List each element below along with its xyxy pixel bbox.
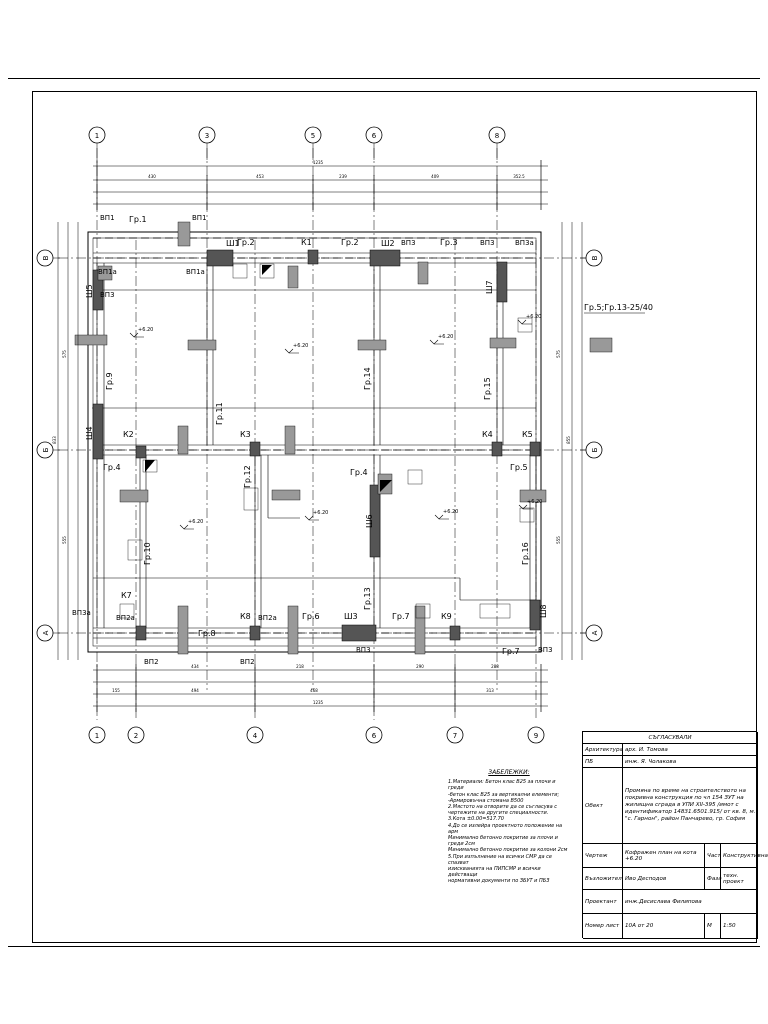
- axis-top-3: 3: [204, 132, 210, 140]
- dim-top-3: 409: [431, 174, 439, 179]
- note-line: Минимално бетонно покритие за колони 2см: [448, 847, 568, 854]
- lintel-label: ВП3: [356, 646, 371, 654]
- axis-right-b: Б: [591, 447, 599, 453]
- dim-overall-top: 1235: [312, 160, 324, 165]
- wall-label: Ш5: [85, 284, 94, 298]
- dim-bottom2-2: 290: [416, 664, 424, 669]
- note-line: 3.Кота ±0.00=517.70: [448, 816, 504, 823]
- wall-label: Ш7: [485, 280, 494, 294]
- dim-left-0: 575: [62, 350, 67, 358]
- column-label: К2: [123, 430, 134, 439]
- beam-label: Гр.12: [243, 465, 252, 488]
- lintel-label: ВП2а: [116, 614, 135, 622]
- beam-label: Гр.10: [143, 542, 152, 565]
- note-line: 4.До се излейра проектното положение на арм: [448, 822, 563, 835]
- note-line: 5.При изпълнение на всички СМР да се спазват: [448, 853, 553, 866]
- notes-block: [448, 770, 570, 885]
- tb-sheet-label: Номер лист: [583, 914, 623, 938]
- beam-label: Гр.8: [198, 629, 216, 638]
- note-line: чертежите на другите специалности.: [448, 810, 549, 817]
- lintel-label: ВП1: [100, 214, 115, 222]
- column-label: К1: [301, 238, 312, 247]
- axis-left-v: В: [42, 255, 50, 261]
- column-label: К9: [441, 612, 452, 621]
- beam-label: Гр.9: [105, 372, 114, 390]
- beam-label: Гр.7: [502, 647, 520, 656]
- dim-left-total: 833: [52, 436, 57, 444]
- dim-bottom-1: 494: [191, 688, 199, 693]
- tb-phase-value: техн. проект: [721, 868, 758, 889]
- dim-overall-bottom: 1235: [312, 700, 324, 705]
- beam-label: Гр.13: [363, 587, 372, 610]
- level-label: +6.20: [188, 519, 204, 525]
- tb-part-value: Конструктивна: [721, 844, 758, 867]
- note-line: изискванията на ПИПСМР и всички действащи: [448, 866, 541, 879]
- tb-scale-label: М: [705, 914, 721, 938]
- beam-label: Гр.16: [521, 542, 530, 565]
- tb-owner-value: Иво Десподов: [623, 868, 705, 889]
- lintel-label: ВП1: [192, 214, 207, 222]
- wall-label: Ш6: [365, 514, 374, 528]
- level-label: +6.20: [313, 510, 329, 516]
- section-label: Гр.5;Гр.13-25/40: [584, 303, 653, 312]
- dim-right-1: 555: [556, 536, 561, 544]
- tb-part-label: Част: [705, 844, 721, 867]
- tb-pb-value: инж. Я. Чолакова: [623, 756, 758, 767]
- beam-label: Гр.4: [103, 463, 121, 472]
- axis-bottom-1: 1: [94, 732, 100, 740]
- notes-title: ЗАБЕЛЕЖКИ:: [488, 769, 530, 776]
- tb-drawing-value: Кофражен план на кота +6.20: [623, 844, 705, 867]
- dim-top-1: 453: [256, 174, 264, 179]
- wall-label: Ш1: [226, 239, 240, 248]
- beam-label: Гр.4: [350, 468, 368, 477]
- beam-label: Гр.14: [363, 367, 372, 390]
- tb-header: СЪГЛАСУВАЛИ: [583, 732, 758, 743]
- lintel-label: ВП3а: [515, 239, 534, 247]
- wall-label: Ш4: [85, 426, 94, 440]
- beam-label: Гр.2: [237, 238, 255, 247]
- dim-bottom-0: 155: [112, 688, 120, 693]
- dim-right-total: 855: [566, 436, 571, 444]
- tb-arch-value: арх. И. Томова: [623, 744, 758, 755]
- axis-bottom-4: 4: [252, 732, 258, 740]
- note-line: 1.Материали: Бетон клас В25 за плочи и греди: [448, 779, 556, 792]
- lintel-label: ВП3: [480, 239, 495, 247]
- level-label: +6.20: [526, 314, 542, 320]
- dim-top-4: 352.5: [513, 174, 525, 179]
- lintel-label: ВП3: [401, 239, 416, 247]
- tb-pb-label: ПБ: [583, 756, 623, 767]
- beam-label: Гр.1: [129, 215, 147, 224]
- axis-bottom-6: 6: [371, 732, 377, 740]
- axis-right-a: А: [591, 630, 599, 636]
- level-label: +6.20: [138, 327, 154, 333]
- axis-top-1: 1: [94, 132, 100, 140]
- lintel-label: ВП3: [100, 291, 115, 299]
- tb-object-label: Обект: [583, 768, 623, 843]
- dim-bottom2-0: 434: [191, 664, 199, 669]
- lintel-label: ВП3: [538, 646, 553, 654]
- axis-bottom-9: 9: [533, 732, 539, 740]
- note-line: Минимално бетонно покритие за плочи и греди 2см: [448, 835, 558, 848]
- axis-bottom-7: 7: [452, 732, 458, 740]
- tb-sheet-value: 10А от 20: [623, 914, 705, 938]
- beam-label: Гр.6: [302, 612, 320, 621]
- dim-top-0: 430: [148, 174, 156, 179]
- note-line: нормативни документи по ЗБУТ и ПБЗ: [448, 878, 550, 885]
- column-label: К7: [121, 591, 132, 600]
- level-label: +6.20: [438, 334, 454, 340]
- axis-left-a: А: [42, 630, 50, 636]
- beam-label: Гр.2: [341, 238, 359, 247]
- axis-bottom-2: 2: [133, 732, 139, 740]
- column-label: К4: [482, 430, 493, 439]
- beam-label: Гр.11: [215, 402, 224, 425]
- beam-label: Гр.7: [392, 612, 410, 621]
- dim-bottom-3: 313: [486, 688, 494, 693]
- axis-top-5: 5: [310, 132, 316, 140]
- tb-scale-value: 1:50: [721, 914, 758, 938]
- wall-label: Ш3: [344, 612, 358, 621]
- dim-bottom2-1: 218: [296, 664, 304, 669]
- tb-arch-label: Архитектура: [583, 744, 623, 755]
- dim-right-0: 575: [556, 350, 561, 358]
- beam-label: Гр.3: [440, 238, 458, 247]
- lintel-label: ВП2: [144, 658, 159, 666]
- column-label: К5: [522, 430, 533, 439]
- tb-designer-value: инж.Десислава Филипова: [623, 890, 758, 913]
- dim-left-1: 555: [62, 536, 67, 544]
- tb-phase-label: Фаза: [705, 868, 721, 889]
- dim-bottom2-3: 288: [491, 664, 499, 669]
- note-line: 2.Мястото на отворите да се съгласува с: [448, 804, 558, 811]
- wall-label: Ш2: [381, 239, 395, 248]
- lintel-label: ВП1а: [186, 268, 205, 276]
- tb-owner-label: Възложител: [583, 868, 623, 889]
- note-line: -бетон клас В25 за вертикални елементи;: [448, 791, 560, 798]
- beam-label: Гр.15: [483, 377, 492, 400]
- axis-top-6: 6: [371, 132, 377, 140]
- lintel-label: ВП2а: [258, 614, 277, 622]
- column-label: К3: [240, 430, 251, 439]
- dim-top-2: 239: [339, 174, 347, 179]
- title-block: [582, 731, 768, 938]
- axis-left-b: Б: [42, 447, 50, 453]
- axis-top-8: 8: [494, 132, 500, 140]
- axis-right-v: В: [591, 255, 599, 261]
- lintel-label: ВП1а: [98, 268, 117, 276]
- level-label: +6.20: [443, 509, 459, 515]
- level-label: +6.20: [293, 343, 309, 349]
- beam-label: Гр.5: [510, 463, 528, 472]
- tb-object-value: Промяна по време на строителството на покривна конструкция по чл 154 ЗУТ на жилищна сграда в УПИ XII-395 /имот с идентификатор 14831.6501.915/ от кв. 8, м. "с. Гарнон", район Панчарево, гр. София: [623, 768, 758, 843]
- lintel-label: ВП2: [240, 658, 255, 666]
- note-line: -Армировъчна стомана В500: [448, 797, 524, 804]
- column-label: К8: [240, 612, 251, 621]
- lintel-label: ВП3а: [72, 609, 91, 617]
- wall-label: Ш8: [539, 604, 548, 618]
- dim-bottom-2: 468: [310, 688, 318, 693]
- tb-designer-label: Проектант: [583, 890, 623, 913]
- level-label: +6.20: [527, 499, 543, 505]
- tb-drawing-label: Чертеж: [583, 844, 623, 867]
